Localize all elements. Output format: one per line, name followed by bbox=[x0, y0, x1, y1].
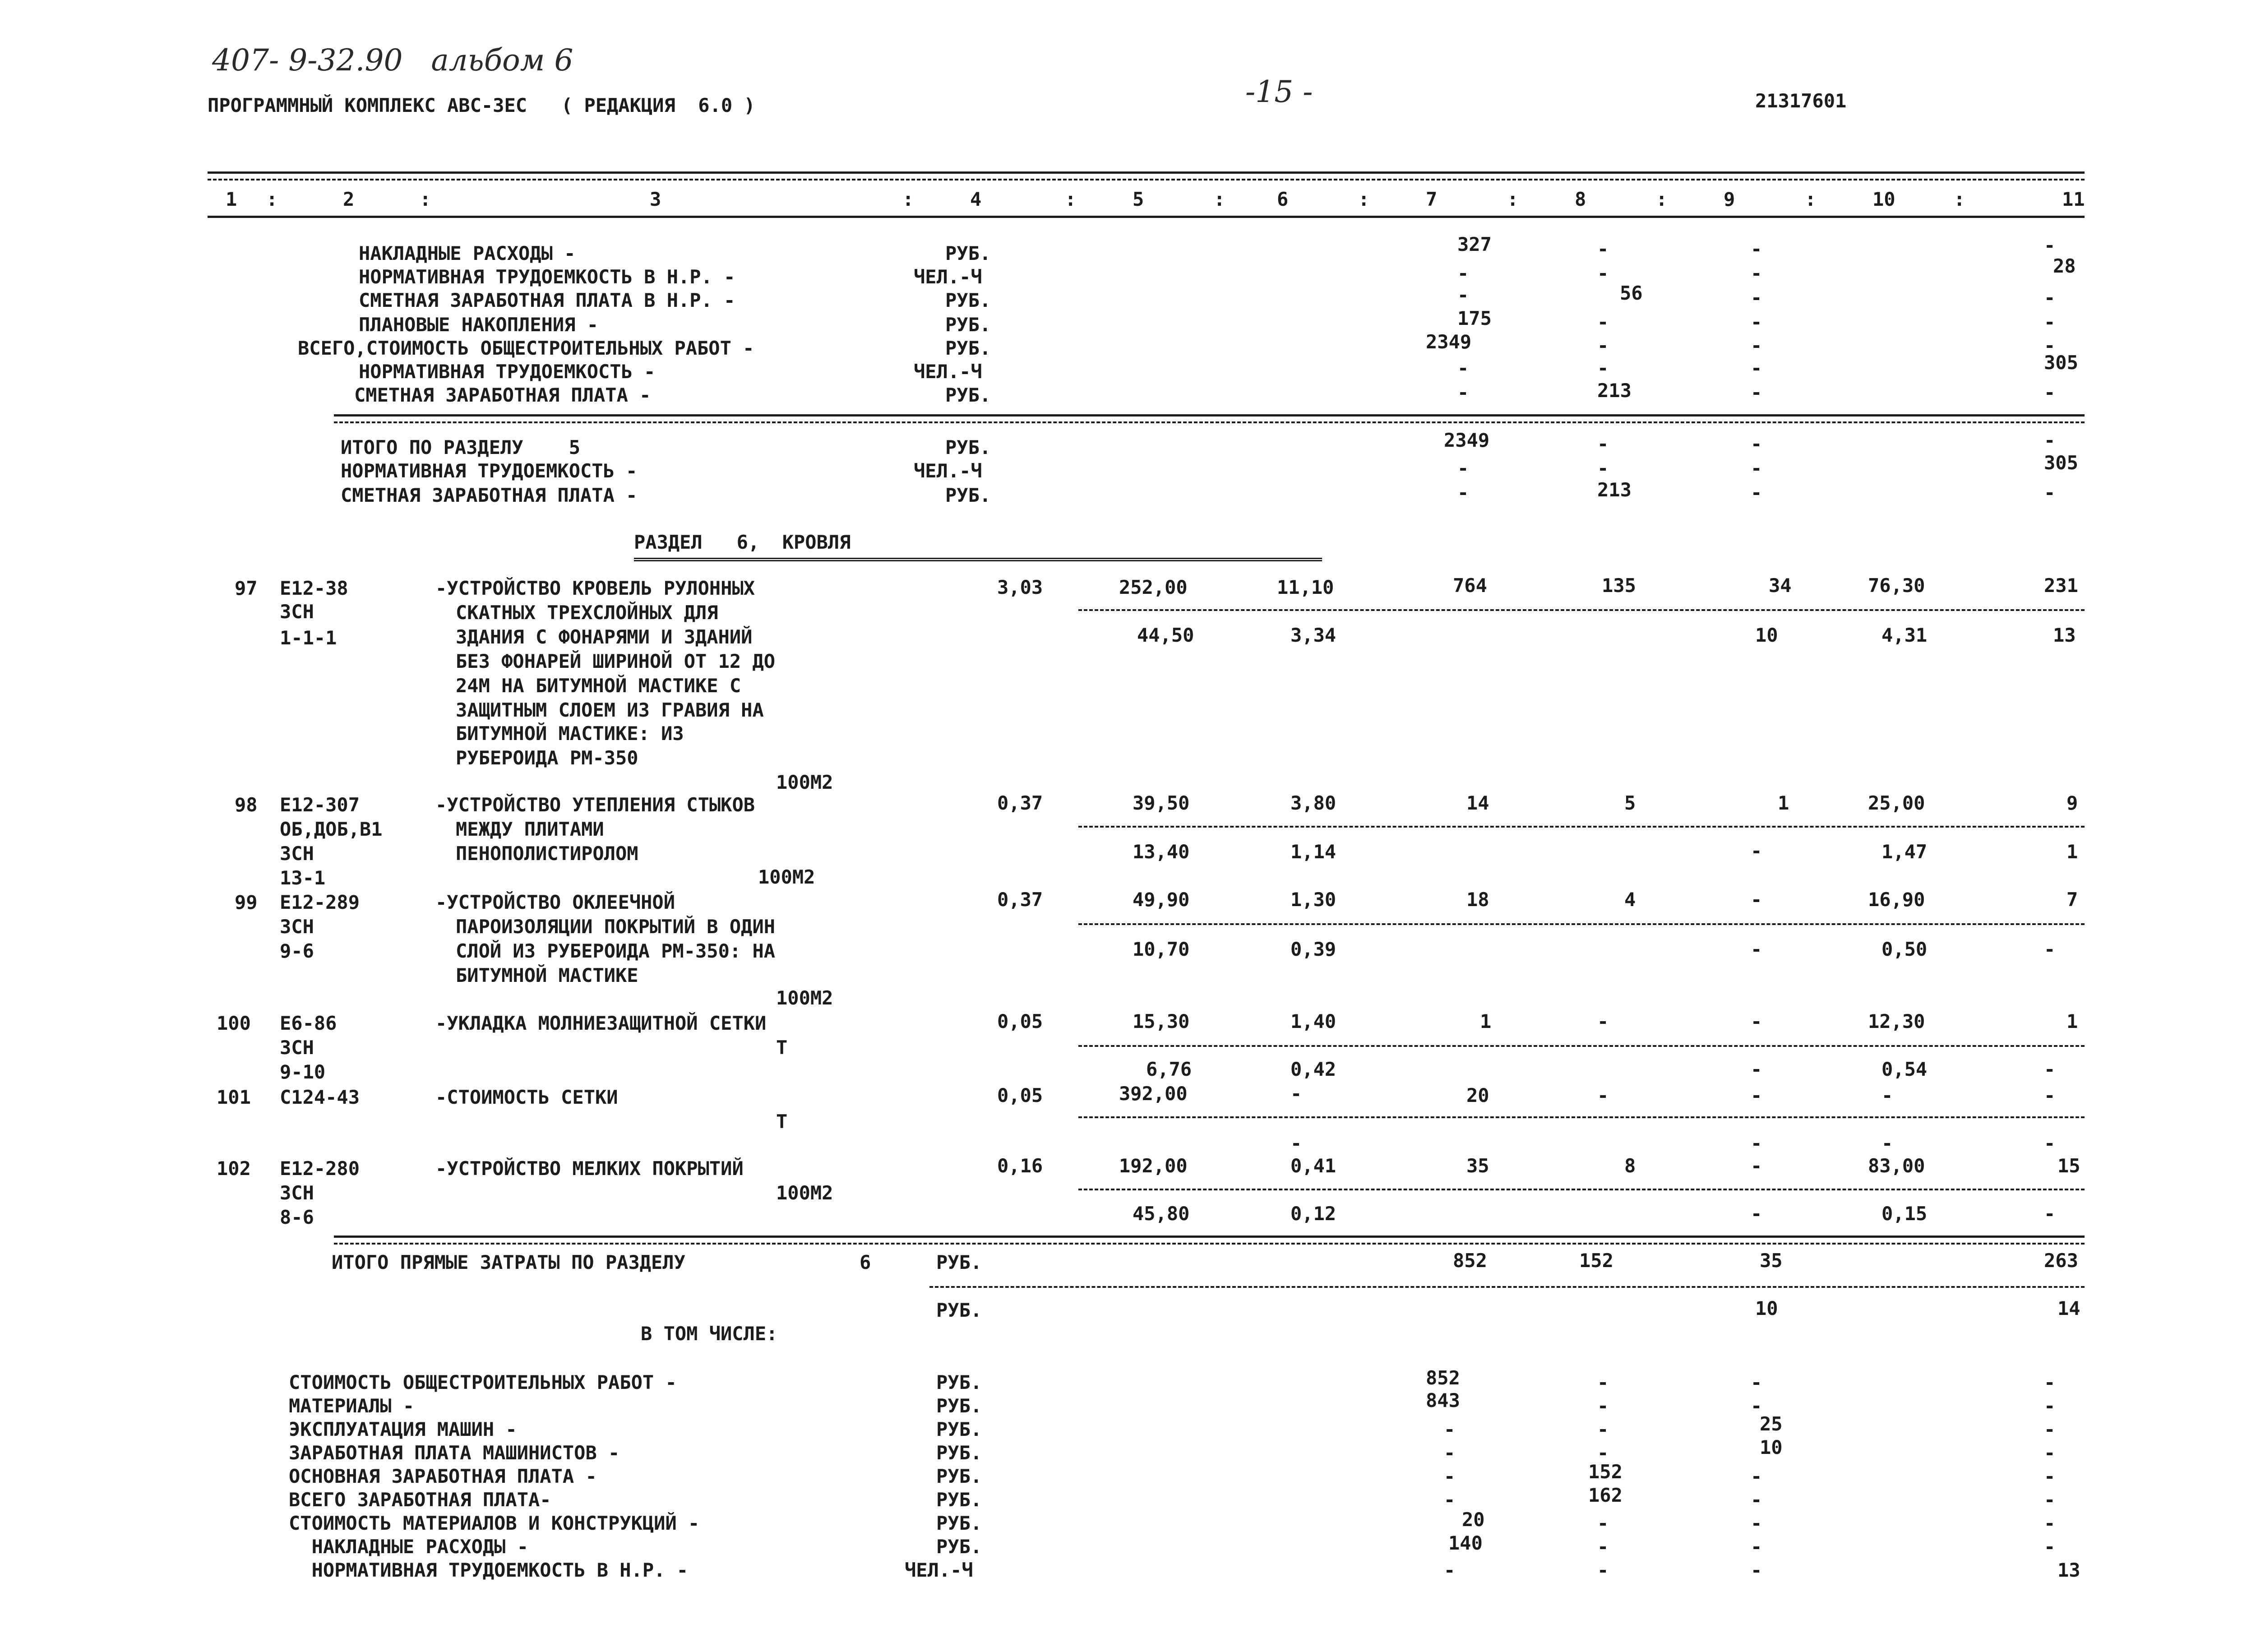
list-item-unit: РУБ. bbox=[945, 484, 991, 506]
list-item-c8: 56 bbox=[1620, 282, 1643, 304]
list-item-c8: - bbox=[1597, 1442, 1609, 1464]
row-unit: Т bbox=[776, 1111, 788, 1133]
row-code: С124-43 bbox=[280, 1086, 360, 1108]
list-item-c7: 2349 bbox=[1426, 331, 1472, 353]
row-desc: СКАТНЫХ ТРЕХСЛОЙНЫХ ДЛЯ bbox=[456, 602, 718, 624]
list-item-c9: - bbox=[1751, 311, 1762, 333]
row-number: 102 bbox=[217, 1157, 251, 1180]
row-code: ЗСН bbox=[280, 601, 314, 623]
row-code: Е12-307 bbox=[280, 794, 360, 816]
list-item-c9: 25 bbox=[1760, 1413, 1783, 1435]
list-item-label: СМЕТНАЯ ЗАРАБОТНАЯ ПЛАТА - bbox=[341, 484, 638, 506]
row-desc: БИТУМНОЙ МАСТИКЕ bbox=[456, 964, 638, 986]
row-qty: 0,05 bbox=[997, 1084, 1043, 1106]
list-item-unit: РУБ. bbox=[936, 1465, 982, 1487]
section-total-split-rule bbox=[929, 1286, 2085, 1288]
list-item-c11: - bbox=[2044, 1371, 2056, 1393]
row-c6: 3,80 bbox=[1290, 792, 1336, 814]
section-total-unit: РУБ. bbox=[936, 1251, 982, 1273]
row-c9: 34 bbox=[1769, 574, 1792, 597]
list-item-c9: - bbox=[1751, 334, 1762, 356]
row-c5: 13,40 bbox=[1133, 841, 1190, 863]
handwritten-album-note: 407- 9-32.90 альбом 6 bbox=[212, 43, 573, 78]
list-item-unit: РУБ. bbox=[945, 289, 991, 311]
table-top-rule bbox=[208, 171, 2085, 174]
row-c7: 764 bbox=[1453, 574, 1487, 597]
row-c6: 1,30 bbox=[1290, 888, 1336, 911]
row-c11: - bbox=[2044, 1084, 2056, 1106]
list-item-c7: 852 bbox=[1426, 1367, 1460, 1389]
row-number: 98 bbox=[235, 794, 258, 816]
list-item-c11: - bbox=[2044, 334, 2056, 356]
row-c6: 11,10 bbox=[1277, 576, 1334, 598]
col-header-6: 6 bbox=[1277, 188, 1289, 210]
section-title: РАЗДЕЛ 6, КРОВЛЯ bbox=[634, 531, 851, 553]
list-item-c7: - bbox=[1457, 357, 1469, 379]
row-c9: - bbox=[1751, 1010, 1762, 1032]
row-code: 9-6 bbox=[280, 940, 314, 962]
list-item-c11: - bbox=[2044, 234, 2056, 256]
row-c8: 135 bbox=[1602, 574, 1636, 597]
row-split-rule bbox=[1078, 609, 2085, 611]
row-c9: - bbox=[1751, 1132, 1762, 1154]
row-c9: - bbox=[1751, 1058, 1762, 1080]
row-c7: 20 bbox=[1466, 1084, 1489, 1106]
row-c9: - bbox=[1751, 840, 1762, 862]
row-c10: 1,47 bbox=[1882, 841, 1928, 863]
list-item-c8: - bbox=[1597, 1418, 1609, 1440]
list-item-c9: - bbox=[1751, 1465, 1762, 1487]
row-code: ЗСН bbox=[280, 842, 314, 865]
section-total-label: ИТОГО ПРЯМЫЕ ЗАТРАТЫ ПО РАЗДЕЛУ bbox=[332, 1251, 685, 1273]
table-top-rule-2 bbox=[208, 179, 2085, 180]
list-item-unit: РУБ. bbox=[936, 1418, 982, 1440]
list-item-c9: - bbox=[1751, 1395, 1762, 1417]
row-c11: - bbox=[2044, 938, 2056, 960]
col-header-4: 4 bbox=[970, 188, 982, 210]
list-item-label: ВСЕГО ЗАРАБОТНАЯ ПЛАТА- bbox=[289, 1489, 551, 1511]
row-unit: Т bbox=[776, 1037, 788, 1059]
list-item-unit: РУБ. bbox=[945, 314, 991, 336]
list-item-c7: 327 bbox=[1457, 233, 1492, 255]
list-item-label: ВСЕГО,СТОИМОСТЬ ОБЩЕСТРОИТЕЛЬНЫХ РАБОТ - bbox=[298, 337, 754, 359]
section-total-c8: 152 bbox=[1579, 1249, 1613, 1272]
including-label: В ТОМ ЧИСЛЕ: bbox=[641, 1323, 778, 1345]
list-item-c11: - bbox=[2044, 287, 2056, 309]
row-c5: 39,50 bbox=[1133, 792, 1190, 814]
list-item-label: НОРМАТИВНАЯ ТРУДОЕМКОСТЬ - bbox=[359, 361, 656, 383]
list-item-c8: - bbox=[1597, 238, 1609, 260]
list-item-c7: - bbox=[1444, 1465, 1456, 1487]
row-c10: 25,00 bbox=[1868, 792, 1925, 814]
row-c7: 14 bbox=[1466, 792, 1489, 814]
list-item-c9: - bbox=[1751, 238, 1762, 260]
row-c11: - bbox=[2044, 1203, 2056, 1225]
list-item-unit: РУБ. bbox=[945, 337, 991, 359]
list-item-c8: - bbox=[1597, 311, 1609, 333]
list-item-c8: 152 bbox=[1588, 1461, 1623, 1483]
row-qty: 0,05 bbox=[997, 1010, 1043, 1032]
row-desc: БЕЗ ФОНАРЕЙ ШИРИНОЙ ОТ 12 ДО bbox=[456, 650, 776, 672]
list-item-c7: - bbox=[1444, 1418, 1456, 1440]
list-item-c8: - bbox=[1597, 1536, 1609, 1558]
section-total-c11-2: 14 bbox=[2057, 1297, 2080, 1319]
col-header-3: 3 bbox=[650, 188, 661, 210]
row-c11: 7 bbox=[2066, 888, 2078, 911]
row-code: 8-6 bbox=[280, 1206, 314, 1228]
row-c7: 35 bbox=[1466, 1155, 1489, 1177]
col-header-10: 10 bbox=[1872, 188, 1895, 210]
row-code: ЗСН bbox=[280, 916, 314, 938]
row-split-rule bbox=[1078, 1045, 2085, 1047]
row-desc: -УСТРОЙСТВО МЕЛКИХ ПОКРЫТИЙ bbox=[435, 1157, 744, 1180]
row-c9: - bbox=[1751, 938, 1762, 960]
row-c10: 83,00 bbox=[1868, 1155, 1925, 1177]
list-item-c8: - bbox=[1597, 1371, 1609, 1393]
list-item-c8: - bbox=[1597, 1395, 1609, 1417]
row-unit: 100М2 bbox=[758, 866, 815, 888]
row-c9: - bbox=[1751, 1084, 1762, 1106]
row-c9: - bbox=[1751, 888, 1762, 911]
row-split-rule bbox=[1078, 1116, 2085, 1118]
list-item-label: НАКЛАДНЫЕ РАСХОДЫ - bbox=[359, 242, 576, 264]
list-item-c9: - bbox=[1751, 1489, 1762, 1511]
row-number: 100 bbox=[217, 1012, 251, 1034]
list-item-c9: - bbox=[1751, 1512, 1762, 1534]
program-title: ПРОГРАММНЫЙ КОМПЛЕКС АВС-3ЕС ( РЕДАКЦИЯ 6.0 ) bbox=[208, 94, 755, 116]
row-c10: 16,90 bbox=[1868, 888, 1925, 911]
row-c8: - bbox=[1597, 1084, 1609, 1106]
col-header-11: 11 bbox=[2062, 188, 2085, 210]
list-item-c7: - bbox=[1457, 481, 1469, 504]
row-number: 101 bbox=[217, 1086, 251, 1108]
list-item-c7: 843 bbox=[1426, 1389, 1460, 1411]
row-c5: 10,70 bbox=[1133, 938, 1190, 960]
list-item-unit: РУБ. bbox=[945, 436, 991, 458]
row-c11: 13 bbox=[2053, 624, 2076, 646]
list-item-c9: - bbox=[1751, 481, 1762, 504]
row-c11: 1 bbox=[2066, 1010, 2078, 1032]
list-item-c9: - bbox=[1751, 357, 1762, 379]
row-c6: 0,41 bbox=[1290, 1155, 1336, 1177]
col-header-2: 2 bbox=[343, 188, 355, 210]
row-desc: ПАРОИЗОЛЯЦИИ ПОКРЫТИЙ В ОДИН bbox=[456, 916, 776, 938]
row-c5: 15,30 bbox=[1133, 1010, 1190, 1032]
list-item-c11: - bbox=[2044, 1442, 2056, 1464]
list-item-c7: - bbox=[1444, 1489, 1456, 1511]
list-item-c9: - bbox=[1751, 457, 1762, 479]
row-desc: СЛОЙ ИЗ РУБЕРОИДА РМ-350: НА bbox=[456, 940, 776, 962]
list-item-unit: РУБ. bbox=[936, 1395, 982, 1417]
list-item-label: НОРМАТИВНАЯ ТРУДОЕМКОСТЬ - bbox=[341, 460, 638, 482]
row-qty: 0,37 bbox=[997, 888, 1043, 911]
list-item-c9: - bbox=[1751, 287, 1762, 309]
col-header-5: 5 bbox=[1133, 188, 1144, 210]
row-c10: 0,15 bbox=[1882, 1203, 1928, 1225]
row-qty: 0,37 bbox=[997, 792, 1043, 814]
list-item-c7: - bbox=[1457, 284, 1469, 306]
list-item-c7: 175 bbox=[1457, 307, 1492, 329]
row-desc: -УСТРОЙСТВО УТЕПЛЕНИЯ СТЫКОВ bbox=[435, 794, 755, 816]
row-code: ЗСН bbox=[280, 1037, 314, 1059]
list-item-c9: - bbox=[1751, 262, 1762, 284]
row-desc: -СТОИМОСТЬ СЕТКИ bbox=[435, 1086, 618, 1108]
items-bottom-rule bbox=[334, 1236, 2085, 1238]
list-item-unit: РУБ. bbox=[945, 242, 991, 264]
row-c11: 9 bbox=[2066, 792, 2078, 814]
list-item-c7: 20 bbox=[1462, 1509, 1485, 1531]
list-item-label: СМЕТНАЯ ЗАРАБОТНАЯ ПЛАТА - bbox=[354, 384, 651, 406]
list-item-unit: РУБ. bbox=[936, 1442, 982, 1464]
row-desc: МЕЖДУ ПЛИТАМИ bbox=[456, 818, 604, 840]
list-item-c8: 162 bbox=[1588, 1484, 1623, 1506]
row-unit: 100М2 bbox=[776, 771, 833, 793]
row-c11: 15 bbox=[2057, 1155, 2080, 1177]
row-desc: ПЕНОПОЛИСТИРОЛОМ bbox=[456, 842, 638, 865]
list-item-c9: - bbox=[1751, 1371, 1762, 1393]
row-code: 9-10 bbox=[280, 1061, 326, 1083]
row-desc: 24М НА БИТУМНОЙ МАСТИКЕ С bbox=[456, 675, 741, 697]
section-total-c9-2: 10 bbox=[1755, 1297, 1778, 1319]
col-header-8: 8 bbox=[1575, 188, 1586, 210]
block-a-rule bbox=[334, 414, 2085, 416]
list-item-label: НОРМАТИВНАЯ ТРУДОЕМКОСТЬ В Н.Р. - bbox=[289, 1559, 689, 1581]
row-c10: 0,54 bbox=[1882, 1058, 1928, 1080]
row-code: Е6-86 bbox=[280, 1012, 337, 1034]
row-c10: 12,30 bbox=[1868, 1010, 1925, 1032]
row-c6: - bbox=[1290, 1083, 1302, 1105]
list-item-c7: - bbox=[1457, 381, 1469, 403]
col-header-1: 1 bbox=[226, 188, 237, 210]
list-item-c11: 305 bbox=[2044, 452, 2078, 474]
row-split-rule bbox=[1078, 826, 2085, 828]
list-item-c11: - bbox=[2044, 381, 2056, 403]
list-item-c9: 10 bbox=[1760, 1436, 1783, 1458]
row-code: ОБ,ДОБ,В1 bbox=[280, 818, 383, 840]
list-item-c9: - bbox=[1751, 433, 1762, 455]
list-item-label: ОСНОВНАЯ ЗАРАБОТНАЯ ПЛАТА - bbox=[289, 1465, 597, 1487]
row-c6: 3,34 bbox=[1290, 624, 1336, 646]
row-code: ЗСН bbox=[280, 1182, 314, 1204]
list-item-c9: - bbox=[1751, 381, 1762, 403]
row-c9: - bbox=[1751, 1155, 1762, 1177]
row-code: 1-1-1 bbox=[280, 627, 337, 649]
list-item-c11: - bbox=[2044, 311, 2056, 333]
row-split-rule bbox=[1078, 1189, 2085, 1190]
col-header-7: 7 bbox=[1426, 188, 1438, 210]
items-bottom-rule-2 bbox=[334, 1243, 2085, 1245]
list-item-c11: - bbox=[2044, 481, 2056, 504]
list-item-label: МАТЕРИАЛЫ - bbox=[289, 1395, 415, 1417]
row-c6: - bbox=[1290, 1132, 1302, 1154]
list-item-unit: РУБ. bbox=[936, 1536, 982, 1558]
list-item-unit: ЧЕЛ.-Ч bbox=[914, 361, 982, 383]
row-code: Е12-38 bbox=[280, 577, 348, 599]
list-item-c11: - bbox=[2044, 1512, 2056, 1534]
row-desc: -УКЛАДКА МОЛНИЕЗАЩИТНОЙ СЕТКИ bbox=[435, 1012, 767, 1034]
list-item-label: НАКЛАДНЫЕ РАСХОДЫ - bbox=[289, 1536, 529, 1558]
list-item-c11: - bbox=[2044, 1489, 2056, 1511]
list-item-label: ЗАРАБОТНАЯ ПЛАТА МАШИНИСТОВ - bbox=[289, 1442, 620, 1464]
col-header-9: 9 bbox=[1724, 188, 1735, 210]
row-c10: - bbox=[1882, 1084, 1893, 1106]
row-code: 13-1 bbox=[280, 867, 326, 889]
list-item-c7: 140 bbox=[1448, 1532, 1483, 1554]
row-c6: 0,12 bbox=[1290, 1203, 1336, 1225]
list-item-label: СТОИМОСТЬ ОБЩЕСТРОИТЕЛЬНЫХ РАБОТ - bbox=[289, 1371, 677, 1393]
row-desc: -УСТРОЙСТВО ОКЛЕЕЧНОЙ bbox=[435, 891, 675, 913]
section-total-c9: 35 bbox=[1760, 1249, 1783, 1272]
page-number: -15 - bbox=[1245, 74, 1313, 109]
list-item-c8: - bbox=[1597, 357, 1609, 379]
list-item-c7: - bbox=[1444, 1559, 1456, 1581]
row-c6: 1,14 bbox=[1290, 841, 1336, 863]
row-desc: ЗДАНИЯ С ФОНАРЯМИ И ЗДАНИЙ bbox=[456, 626, 753, 648]
list-item-c11: 305 bbox=[2044, 352, 2078, 374]
list-item-unit: ЧЕЛ.-Ч bbox=[914, 266, 982, 288]
list-item-c8: - bbox=[1597, 457, 1609, 479]
list-item-c8: - bbox=[1597, 1559, 1609, 1581]
row-unit: 100М2 bbox=[776, 987, 833, 1009]
header-bottom-rule bbox=[208, 216, 2085, 218]
row-unit: 100М2 bbox=[776, 1182, 833, 1204]
section-total-c7: 852 bbox=[1453, 1249, 1487, 1272]
row-number: 97 bbox=[235, 577, 258, 599]
row-code: Е12-289 bbox=[280, 891, 360, 913]
list-item-c8: 213 bbox=[1597, 479, 1632, 501]
list-item-c11: - bbox=[2044, 1465, 2056, 1487]
list-item-c11: - bbox=[2044, 429, 2056, 451]
row-c11: - bbox=[2044, 1132, 2056, 1154]
row-qty: 0,16 bbox=[997, 1155, 1043, 1177]
list-item-label: НОРМАТИВНАЯ ТРУДОЕМКОСТЬ В Н.Р. - bbox=[359, 266, 735, 288]
row-c9: 10 bbox=[1755, 624, 1778, 646]
row-desc: БИТУМНОЙ МАСТИКЕ: ИЗ bbox=[456, 722, 684, 745]
section-total-unit-2: РУБ. bbox=[936, 1299, 982, 1321]
list-item-unit: РУБ. bbox=[936, 1512, 982, 1534]
row-c5: 392,00 bbox=[1119, 1083, 1188, 1105]
list-item-unit: РУБ. bbox=[945, 384, 991, 406]
list-item-c9: - bbox=[1751, 1559, 1762, 1581]
row-desc: ЗАЩИТНЫМ СЛОЕМ ИЗ ГРАВИЯ НА bbox=[456, 699, 764, 721]
list-item-c7: - bbox=[1457, 457, 1469, 479]
list-item-label: ПЛАНОВЫЕ НАКОПЛЕНИЯ - bbox=[359, 314, 599, 336]
row-c6: 0,42 bbox=[1290, 1058, 1336, 1080]
row-c5: 44,50 bbox=[1137, 624, 1194, 646]
row-c11: - bbox=[2044, 1058, 2056, 1080]
row-c5: 45,80 bbox=[1133, 1203, 1190, 1225]
row-c9: 1 bbox=[1778, 792, 1789, 814]
row-desc: РУБЕРОИДА РМ-350 bbox=[456, 747, 638, 769]
section-total-number: 6 bbox=[860, 1251, 871, 1273]
row-number: 99 bbox=[235, 891, 258, 913]
row-code: Е12-280 bbox=[280, 1157, 360, 1180]
row-c8: 5 bbox=[1624, 792, 1636, 814]
row-c10: 76,30 bbox=[1868, 574, 1925, 597]
row-c5: 192,00 bbox=[1119, 1155, 1188, 1177]
row-c9: - bbox=[1751, 1203, 1762, 1225]
row-desc: -УСТРОЙСТВО КРОВЕЛЬ РУЛОННЫХ bbox=[435, 577, 755, 599]
block-a-rule-2 bbox=[334, 421, 2085, 423]
list-item-c7: - bbox=[1457, 262, 1469, 284]
list-item-unit: ЧЕЛ.-Ч bbox=[905, 1559, 973, 1581]
list-item-c8: 213 bbox=[1597, 379, 1632, 402]
list-item-c7: 2349 bbox=[1444, 429, 1490, 451]
list-item-unit: РУБ. bbox=[936, 1371, 982, 1393]
list-item-c8: - bbox=[1597, 433, 1609, 455]
list-item-label: ИТОГО ПО РАЗДЕЛУ 5 bbox=[341, 436, 581, 458]
row-c10: 0,50 bbox=[1882, 938, 1928, 960]
list-item-unit: РУБ. bbox=[936, 1489, 982, 1511]
list-item-c11: 13 bbox=[2057, 1559, 2080, 1581]
list-item-c8: - bbox=[1597, 334, 1609, 356]
section-total-c11: 263 bbox=[2044, 1249, 2078, 1272]
list-item-c9: - bbox=[1751, 1536, 1762, 1558]
row-c5: 49,90 bbox=[1133, 888, 1190, 911]
document-code: 21317601 bbox=[1755, 90, 1847, 112]
row-c8: 8 bbox=[1624, 1155, 1636, 1177]
page: 407- 9-32.90 альбом 6 ПРОГРАММНЫЙ КОМПЛЕКС АВС-3ЕС ( РЕДАКЦИЯ 6.0 ) -15 - 21317601 1 2 3 4 5 6 7 8 9 10 11 : : : : : : : : : : НАКЛАДНЫЕ РАСХОДЫ - РУБ. 327 - - - НОРМАТИВНАЯ ТРУДОЕМКОСТЬ В Н.Р. - ЧЕЛ.-Ч - - - 28 СМЕТНАЯ ЗАРАБОТНАЯ ПЛАТА В Н.Р. - РУБ. - 56 - - ПЛАНОВЫЕ НАКОПЛЕНИЯ - РУБ. 175 - - - ВСЕГО,СТОИМОСТЬ ОБЩЕСТРОИТЕЛЬНЫХ РАБОТ - РУБ. 2349 - - - НОРМАТИВНАЯ ТРУДОЕМКОСТЬ - ЧЕЛ.-Ч - - - 305 СМЕТНАЯ ЗАРАБОТНАЯ ПЛАТА - РУБ. - 213 - - ИТОГО ПО РАЗДЕЛУ 5 РУБ. 2349 - - - НОРМАТИВНАЯ ТРУДОЕМКОСТЬ - ЧЕЛ.-Ч - - - 305 СМЕТНАЯ ЗАРАБОТНАЯ ПЛАТА - РУБ. - 213 - - РАЗДЕЛ 6, КРОВЛЯ 97 Е12-38 ЗСН 1-1-1 -УСТРОЙСТВО КРОВЕЛЬ РУЛОННЫХ СКАТНЫХ ТРЕХСЛОЙНЫХ ДЛЯ ЗДАНИЯ С ФОНАРЯМИ И ЗДАНИЙ БЕЗ ФОНАРЕЙ ШИРИНОЙ ОТ 12 ДО 24М НА БИТУМНОЙ МАСТИКЕ С ЗАЩИТНЫМ СЛОЕМ ИЗ ГРАВИЯ НА БИТУМНОЙ МАСТИКЕ: ИЗ РУБЕРОИДА РМ-350 100М2 3,03 252,00 44,50 11,10 3,34 764 135 34 10 76,30 4,31 231 13 98 Е12-307 ОБ,ДОБ,В1 ЗСН 13-1 -УСТРОЙСТВО УТЕПЛЕНИЯ СТЫКОВ МЕЖДУ ПЛИТАМИ ПЕНОПОЛИСТИРОЛОМ 100М2 0,37 39,50 13,40 3,80 1,14 14 5 1 - 25,00 1,47 9 1 99 Е12-289 ЗСН 9-6 -УСТРОЙСТВО ОКЛЕЕЧНОЙ ПАРОИЗОЛЯЦИИ ПОКРЫТИЙ В ОДИН СЛОЙ ИЗ РУБЕРОИДА РМ-350: НА БИТУМНОЙ МАСТИКЕ 100М2 0,37 49,90 10,70 1,30 0,39 18 4 - - 16,90 0,50 7 - 100 Е6-86 ЗСН 9-10 -УКЛАДКА МОЛНИЕЗАЩИТНОЙ СЕТКИ Т 0,05 15,30 6,76 1,40 0,42 1 - - - 12,30 0,54 1 - 101 С124-43 -СТОИМОСТЬ СЕТКИ Т 0,05 392,00 - - 20 - - - - - - - 102 Е12-280 ЗСН 8-6 -УСТРОЙСТВО МЕЛКИХ ПОКРЫТИЙ 100М2 0,16 192,00 45,80 0,41 0,12 35 8 - - 83,00 0,15 15 - ИТОГО ПРЯМЫЕ ЗАТРАТЫ ПО РАЗДЕЛУ 6 РУБ. РУБ. 852 152 35 10 263 14 В ТОМ ЧИСЛЕ: СТОИМОСТЬ ОБЩЕСТРОИТЕЛЬНЫХ РАБОТ - РУБ. 852 - - - МАТЕРИАЛЫ - РУБ. 843 - - - ЭКСПЛУАТАЦИЯ МАШИН - РУБ. - - 25 - ЗАРАБОТНАЯ ПЛАТА МАШИНИСТОВ - РУБ. - - 10 - ОСНОВНАЯ ЗАРАБОТНАЯ ПЛАТА - РУБ. - 152 - - ВСЕГО ЗАРАБОТНАЯ ПЛАТА- РУБ. - 162 - - СТОИМОСТЬ МАТЕРИАЛОВ И КОНСТРУКЦИЙ - РУБ. 20 - - - НАКЛАДНЫЕ РАСХОДЫ - РУБ. 140 - - - НОРМАТИВНАЯ ТРУДОЕМКОСТЬ В Н.Р. - ЧЕЛ.-Ч - - - 13 bbox=[208, 43, 2085, 1581]
row-c6: 0,39 bbox=[1290, 938, 1336, 960]
row-c8: - bbox=[1597, 1010, 1609, 1032]
list-item-c11: - bbox=[2044, 1536, 2056, 1558]
row-c7: 18 bbox=[1466, 888, 1489, 911]
list-item-label: ЭКСПЛУАТАЦИЯ МАШИН - bbox=[289, 1418, 517, 1440]
section-title-underline bbox=[634, 558, 1322, 561]
row-c11: 231 bbox=[2044, 574, 2078, 597]
list-item-label: СТОИМОСТЬ МАТЕРИАЛОВ И КОНСТРУКЦИЙ - bbox=[289, 1512, 700, 1534]
row-qty: 3,03 bbox=[997, 576, 1043, 598]
list-item-label: СМЕТНАЯ ЗАРАБОТНАЯ ПЛАТА В Н.Р. - bbox=[359, 289, 735, 311]
list-item-c11: - bbox=[2044, 1418, 2056, 1440]
row-c6: 1,40 bbox=[1290, 1010, 1336, 1032]
list-item-unit: ЧЕЛ.-Ч bbox=[914, 460, 982, 482]
list-item-c11: 28 bbox=[2053, 255, 2076, 277]
row-c7: 1 bbox=[1480, 1010, 1492, 1032]
row-c5: 252,00 bbox=[1119, 576, 1188, 598]
row-split-rule bbox=[1078, 923, 2085, 925]
row-c8: 4 bbox=[1624, 888, 1636, 911]
row-c10: 4,31 bbox=[1882, 624, 1928, 646]
list-item-c7: - bbox=[1444, 1442, 1456, 1464]
row-c5: 6,76 bbox=[1146, 1058, 1192, 1080]
row-c10: - bbox=[1882, 1132, 1893, 1154]
list-item-c8: - bbox=[1597, 1512, 1609, 1534]
row-c11: 1 bbox=[2066, 841, 2078, 863]
list-item-c8: - bbox=[1597, 262, 1609, 284]
list-item-c11: - bbox=[2044, 1395, 2056, 1417]
